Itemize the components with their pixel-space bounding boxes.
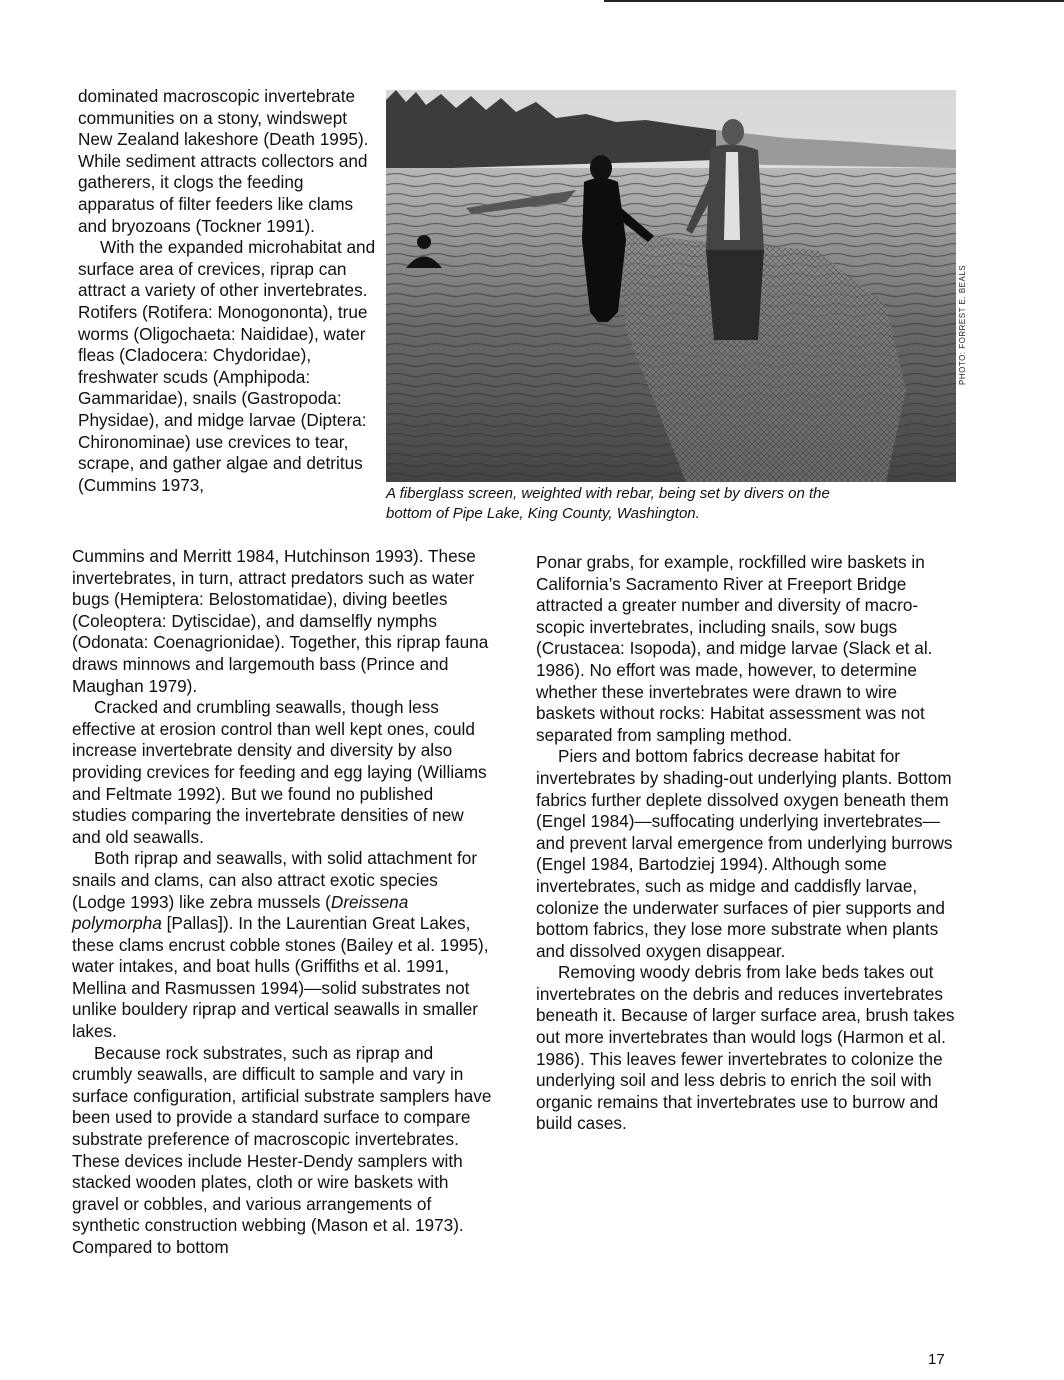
paragraph: Because rock substrates, such as riprap and crumbly seawalls, are difficult to sample and vary in surface configuration, artificial substrate samplers have been used to provide a standard surface to compare substrate preference of macroscopic invertebrates. These devices include Hester-Dendy samplers with stacked wooden plates, cloth or wire baskets with gravel or cobbles, and various arrangements of synthetic construction webbing (Mason et al. 1973). Compared to bottom [72, 1042, 492, 1257]
species-name: Dreissena polymorpha [72, 891, 409, 934]
text-run: Both riprap and seawalls, with solid attachment for snails and clams, can also attract exotic species (Lodge 1993) like zebra mussels ( [72, 848, 478, 912]
paragraph [72, 848, 492, 1042]
paragraph: dominated macroscopic invertebrate communities on a stony, windswept New Zealand lakeshore (Death 1995). While sediment attracts collectors and gatherers, it clogs the feeding apparatus of filter feeders like clams and bryozoans (Tockner 1991). [78, 86, 369, 236]
paragraph: Ponar grabs, for example, rockfilled wire baskets in California’s Sacramento River at Freeport Bridge attracted a greater number and diversity of macroscopic invertebrates, including snails, sow bugs (Crustacea: Isopoda), and midge larvae (Slack et al. 1986). No effort was made, however, to determine whether these invertebrates were drawn to wire baskets without rocks: Habitat assessment was not separated from sampling method. [536, 552, 933, 745]
top-rule [604, 0, 1064, 2]
page-number: 17 [928, 1351, 945, 1368]
paragraph: Cummins and Merritt 1984, Hutchinson 1993). These invertebrates, in turn, attract predators such as water bugs (Hemiptera: Belostomatidae), diving beetles (Coleoptera: Dytiscidae), and damselfly nymphs (Odonata: Coenagrionidae). Together, this riprap fauna draws minnows and largemouth bass (Prince and Maughan 1979). [72, 546, 489, 696]
paragraph: With the expanded microhabitat and surface area of crevices, riprap can attract a variety of other invertebrates. Rotifers (Rotifera: Monogononta), true worms (Oligochaeta: Naididae), water fleas (Cladocera: Chydoridae), freshwater scuds (Amphipoda: Gammaridae), snails (Gastropoda: Physidae), and midge larvae (Diptera: Chironominae) use crevices to tear, scrape, and gather algae and detritus (Cummins 1973, [78, 237, 376, 495]
text-run: [Pallas]). In the Laurentian Great Lakes, these clams encrust cobble stones (Bailey et al. 1995), water intakes, and boat hulls (Griffiths et al. 1991, Mellina and Rasmussen 1994)—solid substrates not unlike bouldery riprap and vertical seawalls in smaller lakes. [72, 913, 489, 1042]
photo-credit: PHOTO: FORREST E. BEALS [958, 264, 967, 385]
divers-photo [386, 90, 956, 482]
paragraph: Piers and bottom fabrics decrease habitat for invertebrates by shading-out underlying plants. Bottom fabrics further deplete dissolved oxygen beneath them (Engel 1984)—suffocating underlying invertebrates—and prevent larval emergence from underlying burrows (Engel 1984, Bartodziej 1994). Although some invertebrates, such as midge and caddisfly larvae, colonize the underwater surfaces of pier supports and bottom fabrics, they lose more substrate when plants and dissolved oxygen disappear. [536, 746, 953, 961]
left-column-upper [78, 86, 378, 496]
paragraph: Cracked and crumbling seawalls, though less effective at erosion control than well kept ones, could increase invertebrate density and diversity by also providing crevices for feeding and egg laying (Williams and Feltmate 1992). But we found no published studies comparing the invertebrate densities of new and old seawalls. [72, 697, 487, 847]
right-column [536, 552, 956, 1135]
left-column-lower [72, 546, 492, 1259]
photo-caption: A fiberglass screen, weighted with rebar, being set by divers on the bottom of Pipe Lake, King County, Washington. [386, 485, 830, 522]
paragraph: Removing woody debris from lake beds takes out invertebrates on the debris and reduces invertebrates beneath it. Because of larger surface area, brush takes out more invertebrates than would logs (Harmon et al. 1986). This leaves fewer invertebrates to colonize the underlying soil and less debris to enrich the soil with organic remains that invertebrates use to burrow and build cases. [536, 962, 955, 1134]
